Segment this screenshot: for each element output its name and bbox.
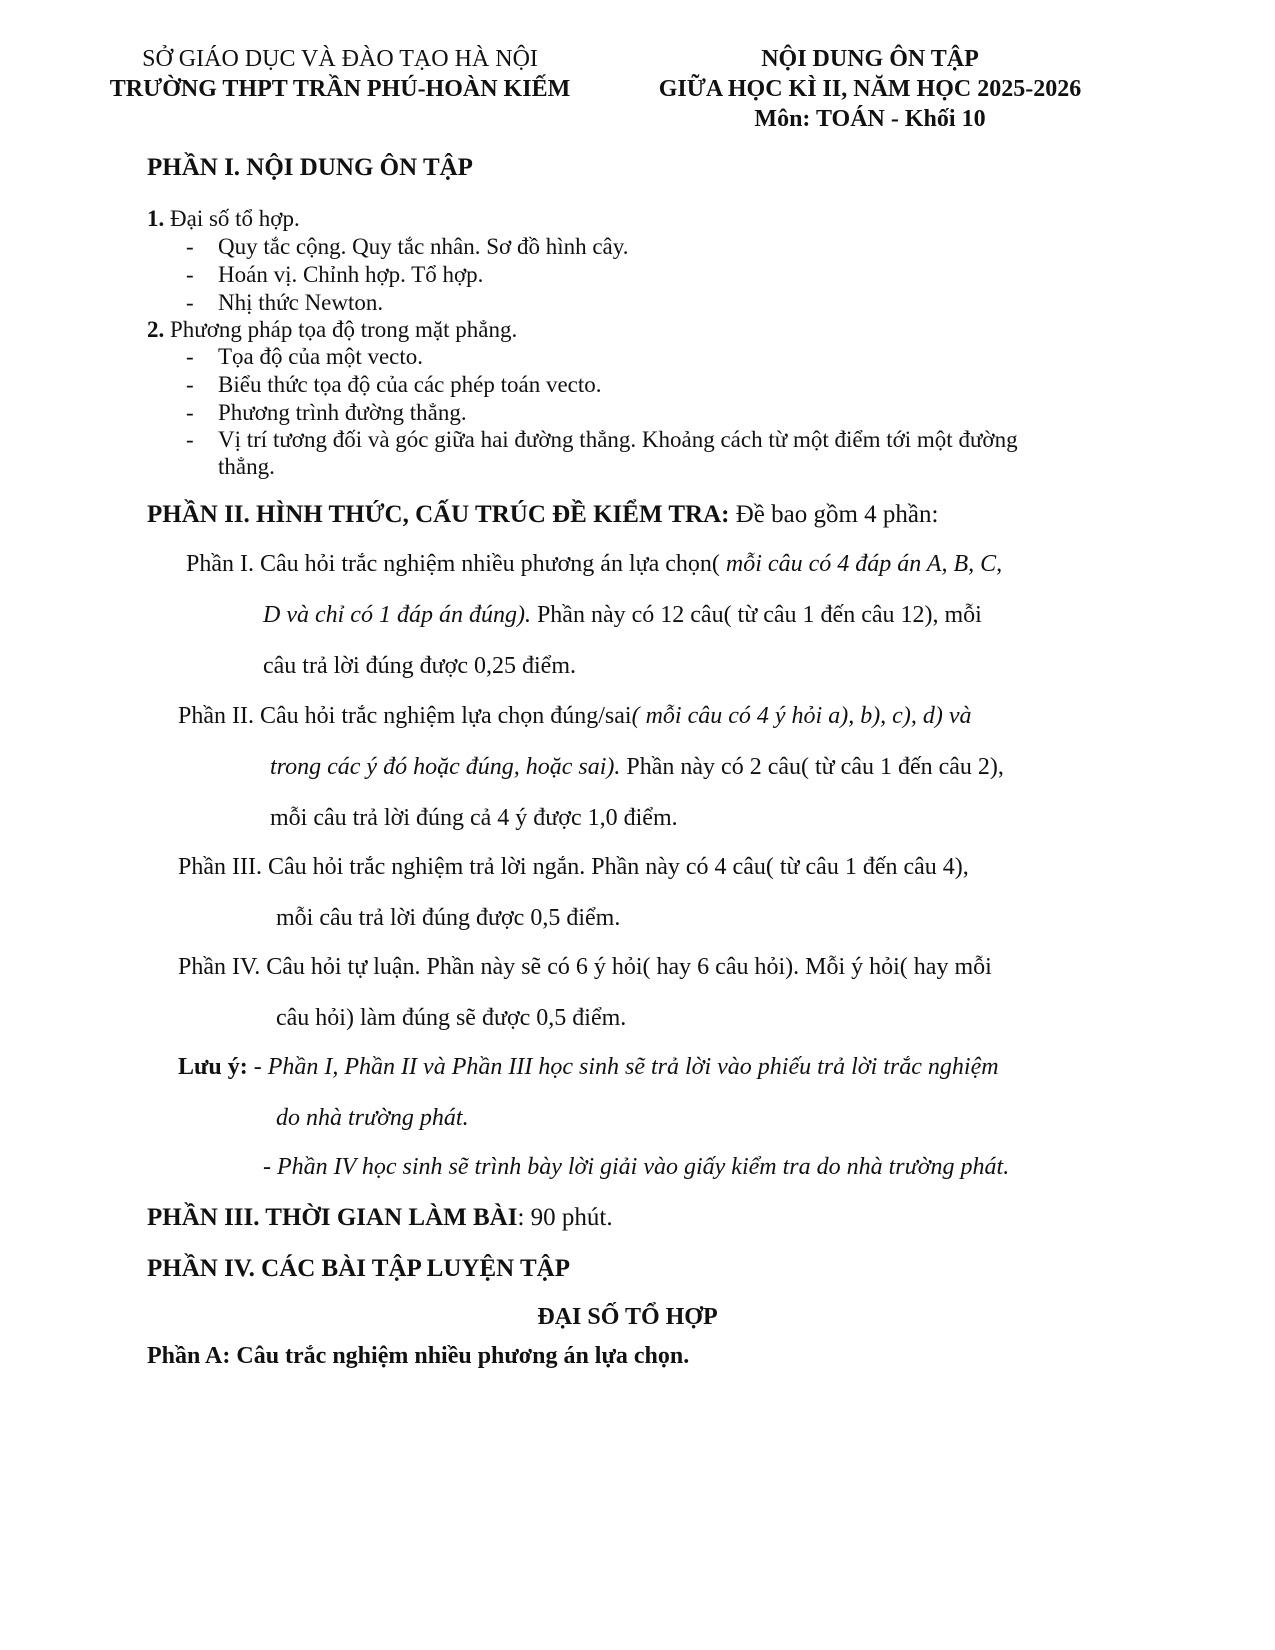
- part2-p3-line1: Phần III. Câu hỏi trắc nghiệm trả lời ngắn. Phần này có 4 câu( từ câu 1 đến câu 4),: [178, 854, 969, 880]
- text-run: Phần này có 12 câu( từ câu 1 đến câu 12), mỗi: [530, 602, 982, 628]
- text-run: Phần II. Câu hỏi trắc nghiệm lựa chọn đúng/sai: [178, 703, 632, 729]
- bullet: -: [186, 234, 194, 259]
- part3-heading: [147, 1203, 613, 1233]
- list-item: Quy tắc cộng. Quy tắc nhân. Sơ đồ hình cây.: [218, 234, 629, 259]
- part3-title: PHẦN III. THỜI GIAN LÀM BÀI: [147, 1204, 518, 1231]
- part2-note-line1: [178, 1053, 999, 1082]
- text-run-italic: mỗi câu có 4 đáp án A, B, C,: [719, 551, 1003, 577]
- part2-p2-line1: [178, 702, 971, 731]
- topic2-number: 2.: [147, 317, 165, 342]
- list-item: Nhị thức Newton.: [218, 290, 384, 315]
- text-run-italic: - Phần I, Phần II và Phần III học sinh sẽ trả lời vào phiếu trả lời trắc nghiệm: [247, 1054, 999, 1080]
- text-run: Phần I. Câu hỏi trắc nghiệm nhiều phương án lựa chọn(: [186, 551, 720, 577]
- text-run-italic: ( mỗi câu có 4 ý hỏi a), b), c), d) và: [631, 703, 972, 729]
- part2-title: PHẦN II. HÌNH THỨC, CẤU TRÚC ĐỀ KIỂM TRA:: [147, 501, 730, 528]
- text-run-italic: trong các ý đó hoặc đúng, hoặc sai).: [270, 754, 621, 780]
- part2-heading: [147, 500, 938, 530]
- text-run-italic: D và chỉ có 1 đáp án đúng).: [263, 602, 531, 628]
- part2-p1-line3: câu trả lời đúng được 0,25 điểm.: [263, 653, 576, 679]
- list-item-continuation: thẳng.: [218, 454, 275, 479]
- part1-title: PHẦN I. NỘI DUNG ÔN TẬP: [147, 154, 473, 181]
- header-left-line2: TRƯỜNG THPT TRẦN PHÚ-HOÀN KIẾM: [109, 76, 571, 102]
- part2-p3-line2: mỗi câu trả lời đúng được 0,5 điểm.: [276, 905, 621, 931]
- text-run: Phần này có 2 câu( từ câu 1 đến câu 2),: [620, 754, 1004, 780]
- header-left-line1: SỞ GIÁO DỤC VÀ ĐÀO TẠO HÀ NỘI: [142, 46, 538, 72]
- section-title: ĐẠI SỐ TỔ HỢP: [537, 1304, 718, 1330]
- list-item: Phương trình đường thẳng.: [218, 400, 467, 425]
- list-item: Vị trí tương đối và góc giữa hai đường thẳng. Khoảng cách từ một điểm tới một đường: [218, 427, 1018, 452]
- header-right-line3: Môn: TOÁN - Khối 10: [754, 106, 986, 132]
- bullet: -: [186, 427, 194, 452]
- topic1-heading: [147, 205, 300, 233]
- topic2-heading: [147, 316, 517, 344]
- list-item: Biểu thức tọa độ của các phép toán vecto.: [218, 372, 602, 397]
- bullet: -: [186, 372, 194, 397]
- part2-note-line2: do nhà trường phát.: [276, 1105, 469, 1131]
- part3-value: : 90 phút.: [517, 1204, 613, 1231]
- list-item: Hoán vị. Chỉnh hợp. Tổ hợp.: [218, 262, 484, 287]
- header-right-line1: NỘI DUNG ÔN TẬP: [761, 46, 979, 72]
- topic1-number: 1.: [147, 206, 165, 231]
- part4-title: PHẦN IV. CÁC BÀI TẬP LUYỆN TẬP: [147, 1255, 570, 1282]
- part2-p2-line2: [270, 753, 1004, 782]
- part2-p4-line1: Phần IV. Câu hỏi tự luận. Phần này sẽ có 6 ý hỏi( hay 6 câu hỏi). Mỗi ý hỏi( hay mỗi: [178, 954, 992, 980]
- part2-p2-line3: mỗi câu trả lời đúng cả 4 ý được 1,0 điểm.: [270, 805, 678, 831]
- part2-title-tail: Đề bao gồm 4 phần:: [729, 501, 939, 528]
- part2-p1-line1: [186, 550, 1002, 579]
- topic2-title: Phương pháp tọa độ trong mặt phẳng.: [170, 317, 518, 342]
- bullet: -: [186, 290, 194, 315]
- list-item: Tọa độ của một vecto.: [218, 344, 424, 369]
- part2-p1-line2: [263, 601, 982, 630]
- subsection-title: Phần A: Câu trắc nghiệm nhiều phương án lựa chọn.: [147, 1343, 690, 1369]
- topic1-title: Đại số tổ hợp.: [170, 206, 300, 231]
- part2-note-line3: - Phần IV học sinh sẽ trình bày lời giải vào giấy kiểm tra do nhà trường phát.: [263, 1154, 1010, 1180]
- header-right-line2: GIỮA HỌC KÌ II, NĂM HỌC 2025-2026: [658, 76, 1082, 102]
- bullet: -: [186, 262, 194, 287]
- bullet: -: [186, 400, 194, 425]
- note-label: Lưu ý:: [178, 1054, 248, 1080]
- part2-p4-line2: câu hỏi) làm đúng sẽ được 0,5 điểm.: [276, 1005, 627, 1031]
- bullet: -: [186, 344, 194, 369]
